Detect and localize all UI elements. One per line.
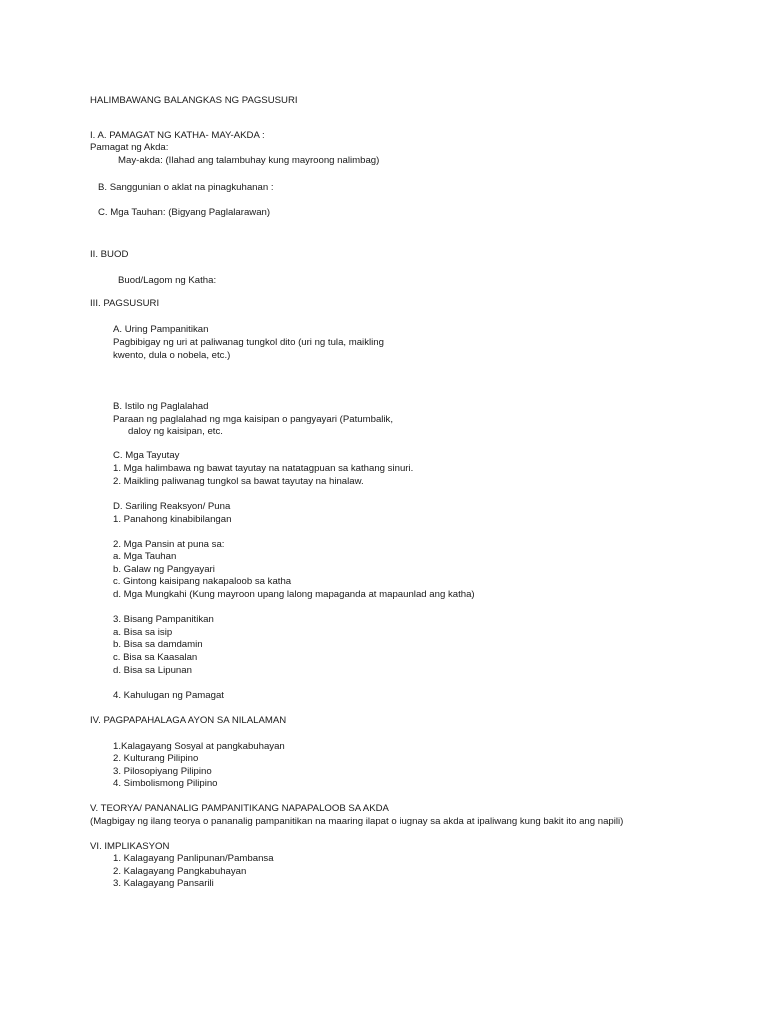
section-5-heading: V. TEORYA/ PANANALIG PAMPANITIKANG NAPAPALOOB SA AKDA (90, 803, 389, 814)
pagpapahalaga-item-4: 4. Simbolismong Pilipino (113, 778, 218, 789)
pansin-item-a: a. Mga Tauhan (113, 551, 177, 562)
pagpapahalaga-item-1: 1.Kalagayang Sosyal at pangkabuhayan (113, 741, 285, 752)
uring-pampanitikan-title: A. Uring Pampanitikan (113, 324, 209, 335)
istilo-line-2: daloy ng kaisipan, etc. (128, 426, 223, 437)
bisang-item-c: c. Bisa sa Kaasalan (113, 652, 198, 663)
tayutay-title: C. Mga Tayutay (113, 450, 180, 461)
section-6-heading: VI. IMPLIKASYON (90, 841, 170, 852)
mga-tauhan-line: C. Mga Tauhan: (Bigyang Paglalarawan) (98, 207, 271, 218)
sanggunian-line: B. Sanggunian o aklat na pinagkuhanan : (98, 182, 274, 193)
document-title: HALIMBAWANG BALANGKAS NG PAGSUSURI (90, 95, 298, 106)
tayutay-item-1: 1. Mga halimbawa ng bawat tayutay na natatagpuan sa kathang sinuri. (113, 463, 414, 474)
pansin-item-b: b. Galaw ng Pangyayari (113, 564, 215, 575)
pansin-item-c: c. Gintong kaisipang nakapaloob sa katha (113, 576, 292, 587)
tayutay-item-2: 2. Maikling paliwanag tungkol sa bawat tayutay na hinalaw. (113, 476, 364, 487)
uring-line-2: kwento, dula o nobela, etc.) (113, 350, 231, 361)
pamagat-line: Pamagat ng Akda: (90, 142, 169, 153)
pansin-title: 2. Mga Pansin at puna sa: (113, 539, 225, 550)
section-2-heading: II. BUOD (90, 249, 129, 260)
uring-line-1: Pagbibigay ng uri at paliwanag tungkol dito (uri ng tula, maikling (113, 337, 384, 348)
reaksyon-item-1: 1. Panahong kinabibilangan (113, 514, 232, 525)
bisang-title: 3. Bisang Pampanitikan (113, 614, 214, 625)
bisang-item-b: b. Bisa sa damdamin (113, 639, 203, 650)
implikasyon-item-3: 3. Kalagayang Pansarili (113, 878, 214, 889)
reaksyon-title: D. Sariling Reaksyon/ Puna (113, 501, 231, 512)
istilo-title: B. Istilo ng Paglalahad (113, 401, 209, 412)
implikasyon-item-1: 1. Kalagayang Panlipunan/Pambansa (113, 853, 274, 864)
kahulugan-item: 4. Kahulugan ng Pamagat (113, 690, 224, 701)
teorya-note: (Magbigay ng ilang teorya o pananalig pampanitikan na maaring ilapat o iugnay sa akda at ipaliwang kung bakit ito ang napili) (90, 816, 624, 827)
may-akda-line: May-akda: (Ilahad ang talambuhay kung mayroong nalimbag) (118, 155, 380, 166)
istilo-line-1: Paraan ng paglalahad ng mga kaisipan o pangyayari (Patumbalik, (113, 414, 393, 425)
section-3-heading: III. PAGSUSURI (90, 298, 160, 309)
pansin-item-d: d. Mga Mungkahi (Kung mayroon upang lalong mapaganda at mapaunlad ang katha) (113, 589, 475, 600)
implikasyon-item-2: 2. Kalagayang Pangkabuhayan (113, 866, 247, 877)
bisang-item-a: a. Bisa sa isip (113, 627, 173, 638)
pagpapahalaga-item-3: 3. Pilosopiyang Pilipino (113, 766, 212, 777)
section-4-heading: IV. PAGPAPAHALAGA AYON SA NILALAMAN (90, 715, 287, 726)
pagpapahalaga-item-2: 2. Kulturang Pilipino (113, 753, 199, 764)
buod-line: Buod/Lagom ng Katha: (118, 275, 217, 286)
bisang-item-d: d. Bisa sa Lipunan (113, 665, 192, 676)
section-1-heading: I. A. PAMAGAT NG KATHA- MAY-AKDA : (90, 130, 265, 141)
